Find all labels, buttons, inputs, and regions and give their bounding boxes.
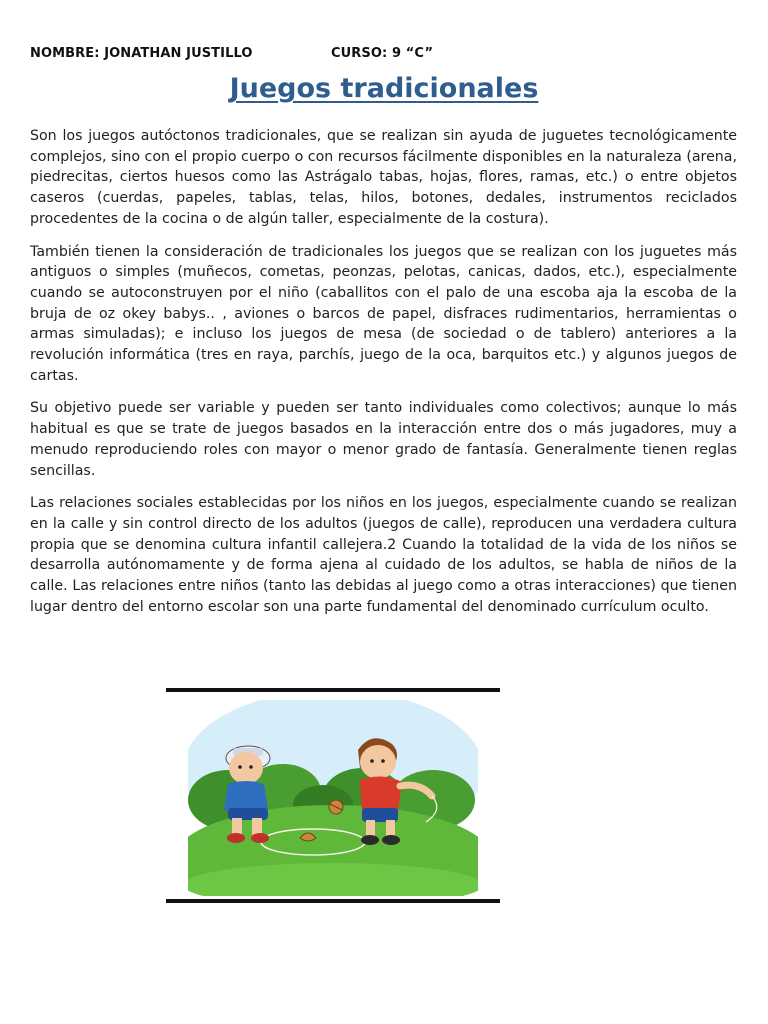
document-title: Juegos tradicionales [229,73,539,104]
paragraph: Su objetivo puede ser variable y pueden ser tanto individuales como colectivos; aunque lo más habitual es que se trate de juegos basados en la interacción entre dos o más jugadores, muy a menudo reproduciendo roles con mayor o menor grado de fantasía. Generalmente tienen reglas sencillas. [30,400,737,479]
illustration-figure [166,688,500,904]
figure-top-rule [166,688,500,692]
paragraph: También tienen la consideración de tradicionales los juegos que se realizan con los juguetes más antiguos o simples (muñecos, cometas, peonzas, pelotas, canicas, dados, etc.), especialmente cuando se autoconstruyen por el niño (caballitos con el palo de una escoba aja la escoba de la bruja de oz okey babys.. , aviones o barcos de papel, disfraces rudimentarios, herramientas o armas simuladas); e incluso los juegos de mesa (de sociedad o de tablero) anteriores a la revolución informática (tres en raya, parchís, juego de la oca, barquitos etc.) y algunos juegos de cartas. [30,243,737,384]
student-name: NOMBRE: JONATHAN JUSTILLO [30,46,253,61]
student-header [30,46,434,61]
student-course: CURSO: 9 “C” [331,46,434,61]
spinning-top-icon [329,800,343,814]
paragraph: Las relaciones sociales establecidas por los niños en los juegos, especialmente cuando se realizan en la calle y sin control directo de los adultos (juegos de calle), reproducen una verdadera cultura propia que se denomina cultura infantil callejera.2 Cuando la totalidad de la vida de los niños se desarrolla autónomamente y de forma ajena al cuidado de los adultos, se habla de niños de la calle. Las relaciones entre niños (tanto las debidas al juego como a otras interacciones) que tienen lugar dentro del entorno escolar son una parte fundamental del denominado currículum oculto. [30,495,737,615]
children-playing-spinning-top-illustration [188,700,478,896]
figure-bottom-rule [166,899,500,903]
paragraph: Son los juegos autóctonos tradicionales, que se realizan sin ayuda de juguetes tecnológicamente complejos, sino con el propio cuerpo o con recursos fácilmente disponibles en la naturaleza (arena, piedrecitas, ciertos huesos como las Astrágalo tabas, hojas, flores, ramas, etc.) o entre objetos caseros (cuerdas, papeles, tablas, telas, hilos, botones, dedales, instrumentos reciclados procedentes de la cocina o de algún taller, especialmente de la costura). [30,128,737,227]
document-body [30,126,737,629]
